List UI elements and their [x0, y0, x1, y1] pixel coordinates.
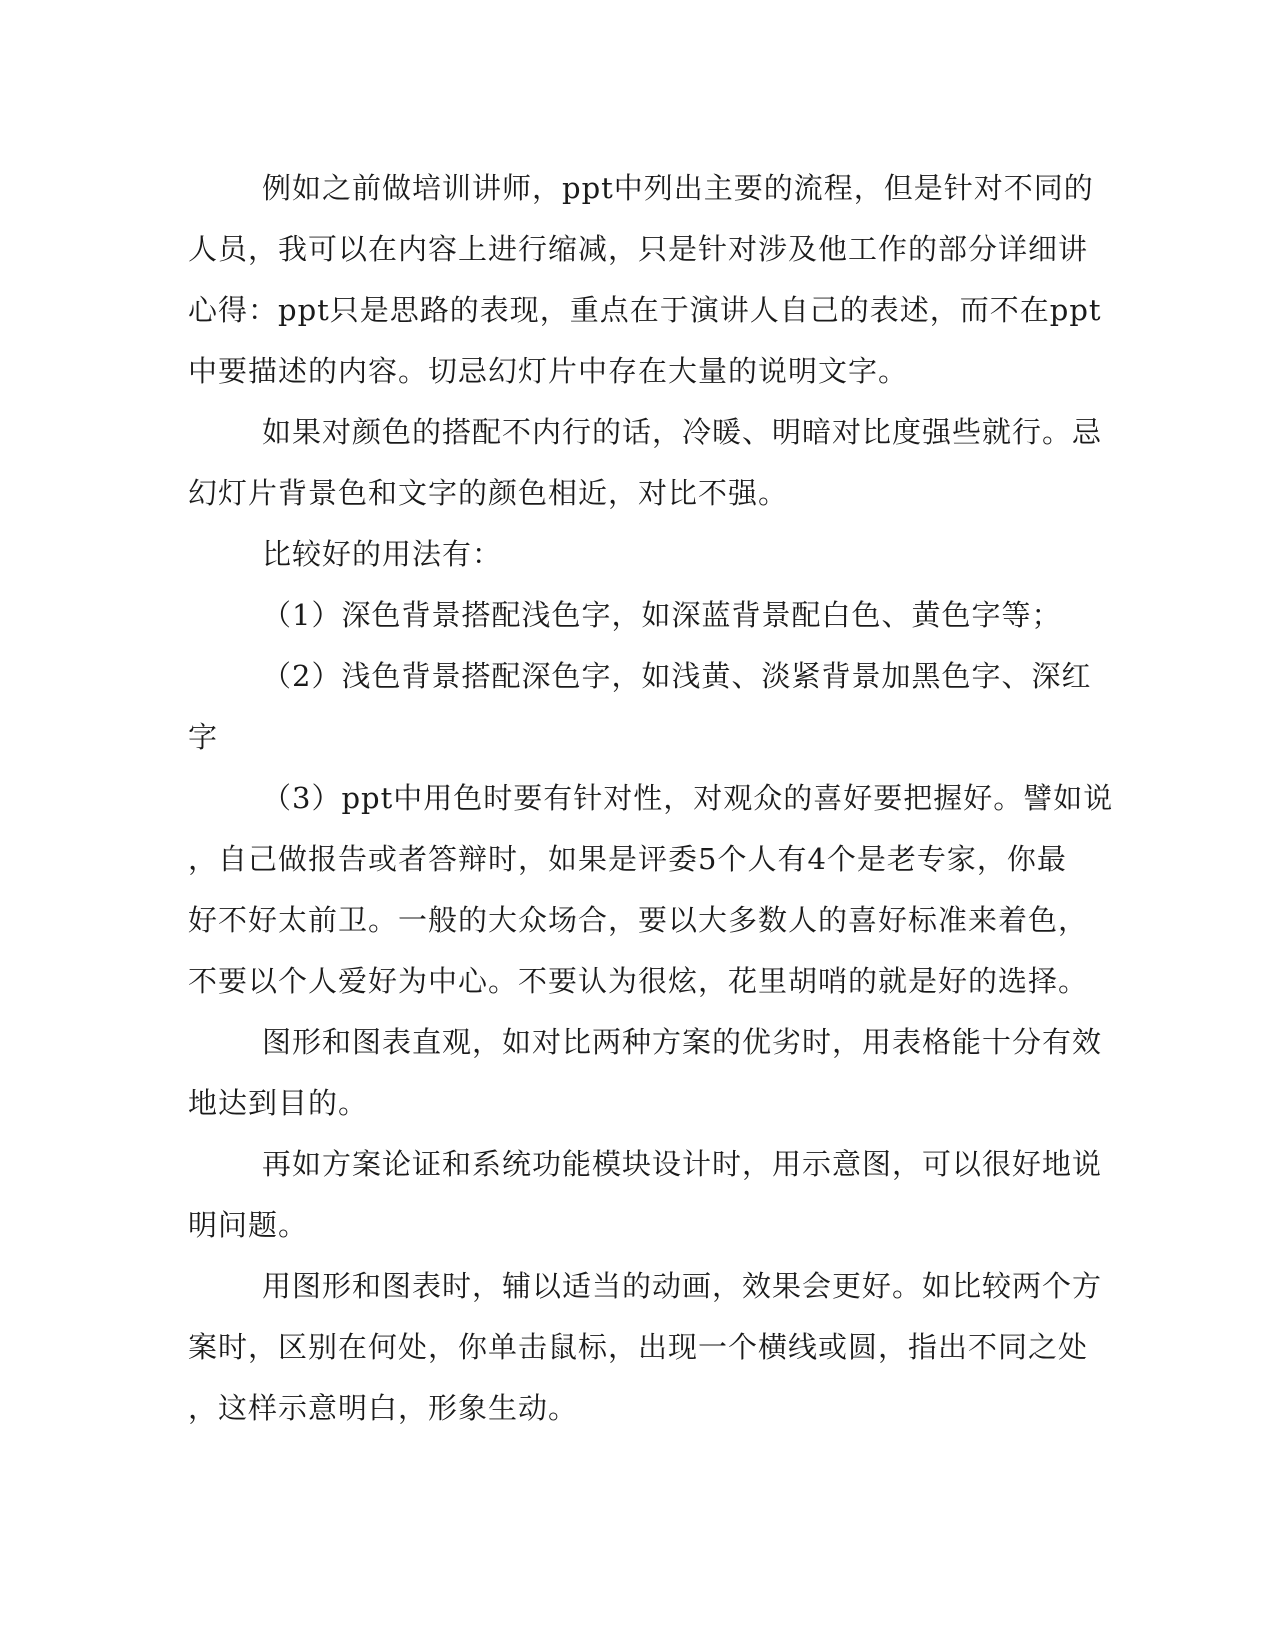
- text-line-10: 字: [188, 720, 219, 754]
- document-body: [188, 158, 1114, 1439]
- text-line-7: 比较好的用法有：: [262, 537, 503, 571]
- text-line-11: （3）ppt中用色时要有针对性，对观众的喜好要把握好。譬如说: [262, 781, 1114, 815]
- text-line-3: 心得：ppt只是思路的表现，重点在于演讲人自己的表述，而不在ppt: [188, 293, 1102, 327]
- text-line-4: 中要描述的内容。切忌幻灯片中存在大量的说明文字。: [188, 354, 909, 388]
- text-line-18: 明问题。: [188, 1208, 309, 1242]
- text-line-17: 再如方案论证和系统功能模块设计时，用示意图，可以很好地说: [262, 1147, 1103, 1181]
- text-line-9: （2）浅色背景搭配深色字，如浅黄、淡紧背景加黑色字、深红: [262, 659, 1092, 693]
- text-line-16: 地达到目的。: [188, 1086, 369, 1120]
- text-line-19: 用图形和图表时，辅以适当的动画，效果会更好。如比较两个方: [262, 1269, 1103, 1303]
- text-line-13: 好不好太前卫。一般的大众场合，要以大多数人的喜好标准来着色，: [188, 903, 1089, 937]
- text-line-21: ，这样示意明白，形象生动。: [188, 1391, 579, 1425]
- text-line-12: ，自己做报告或者答辩时，如果是评委5个人有4个是老专家，你最: [188, 842, 1067, 876]
- text-line-5: 如果对颜色的搭配不内行的话，冷暖、明暗对比度强些就行。忌: [262, 415, 1103, 449]
- text-line-1: 例如之前做培训讲师，ppt中列出主要的流程，但是针对不同的: [262, 171, 1094, 205]
- text-line-20: 案时，区别在何处，你单击鼠标，出现一个横线或圆，指出不同之处: [188, 1330, 1089, 1364]
- text-line-2: 人员，我可以在内容上进行缩减，只是针对涉及他工作的部分详细讲: [188, 232, 1089, 266]
- text-line-8: （1）深色背景搭配浅色字，如深蓝背景配白色、黄色字等；: [262, 598, 1062, 632]
- text-line-14: 不要以个人爱好为中心。不要认为很炫，花里胡哨的就是好的选择。: [188, 964, 1089, 998]
- text-line-15: 图形和图表直观，如对比两种方案的优劣时，用表格能十分有效: [262, 1025, 1103, 1059]
- text-line-6: 幻灯片背景色和文字的颜色相近，对比不强。: [188, 476, 789, 510]
